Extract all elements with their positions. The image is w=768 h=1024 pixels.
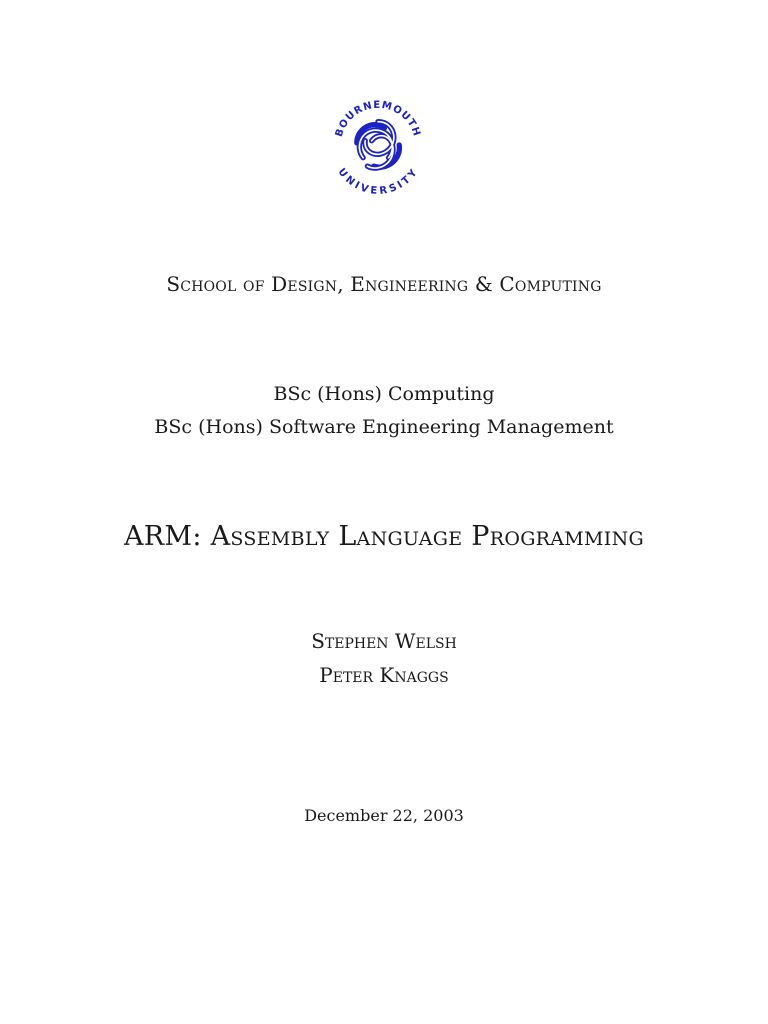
svg-text:UNIVERSITY: UNIVERSITY [335, 166, 421, 197]
author-name: Stephen Welsh [311, 629, 457, 653]
svg-text:BOURNEMOUTH: BOURNEMOUTH [333, 99, 423, 139]
course-name: BSc (Hons) Computing [273, 383, 495, 405]
author-name: Peter Knaggs [319, 663, 449, 687]
university-seal-icon [325, 92, 431, 198]
school-name: School of Design, Engineering & Computing [166, 272, 602, 296]
document-title: ARM: Assembly Language Programming [123, 521, 645, 552]
course-name: BSc (Hons) Software Engineering Management [154, 416, 614, 438]
document-date: December 22, 2003 [304, 806, 464, 825]
